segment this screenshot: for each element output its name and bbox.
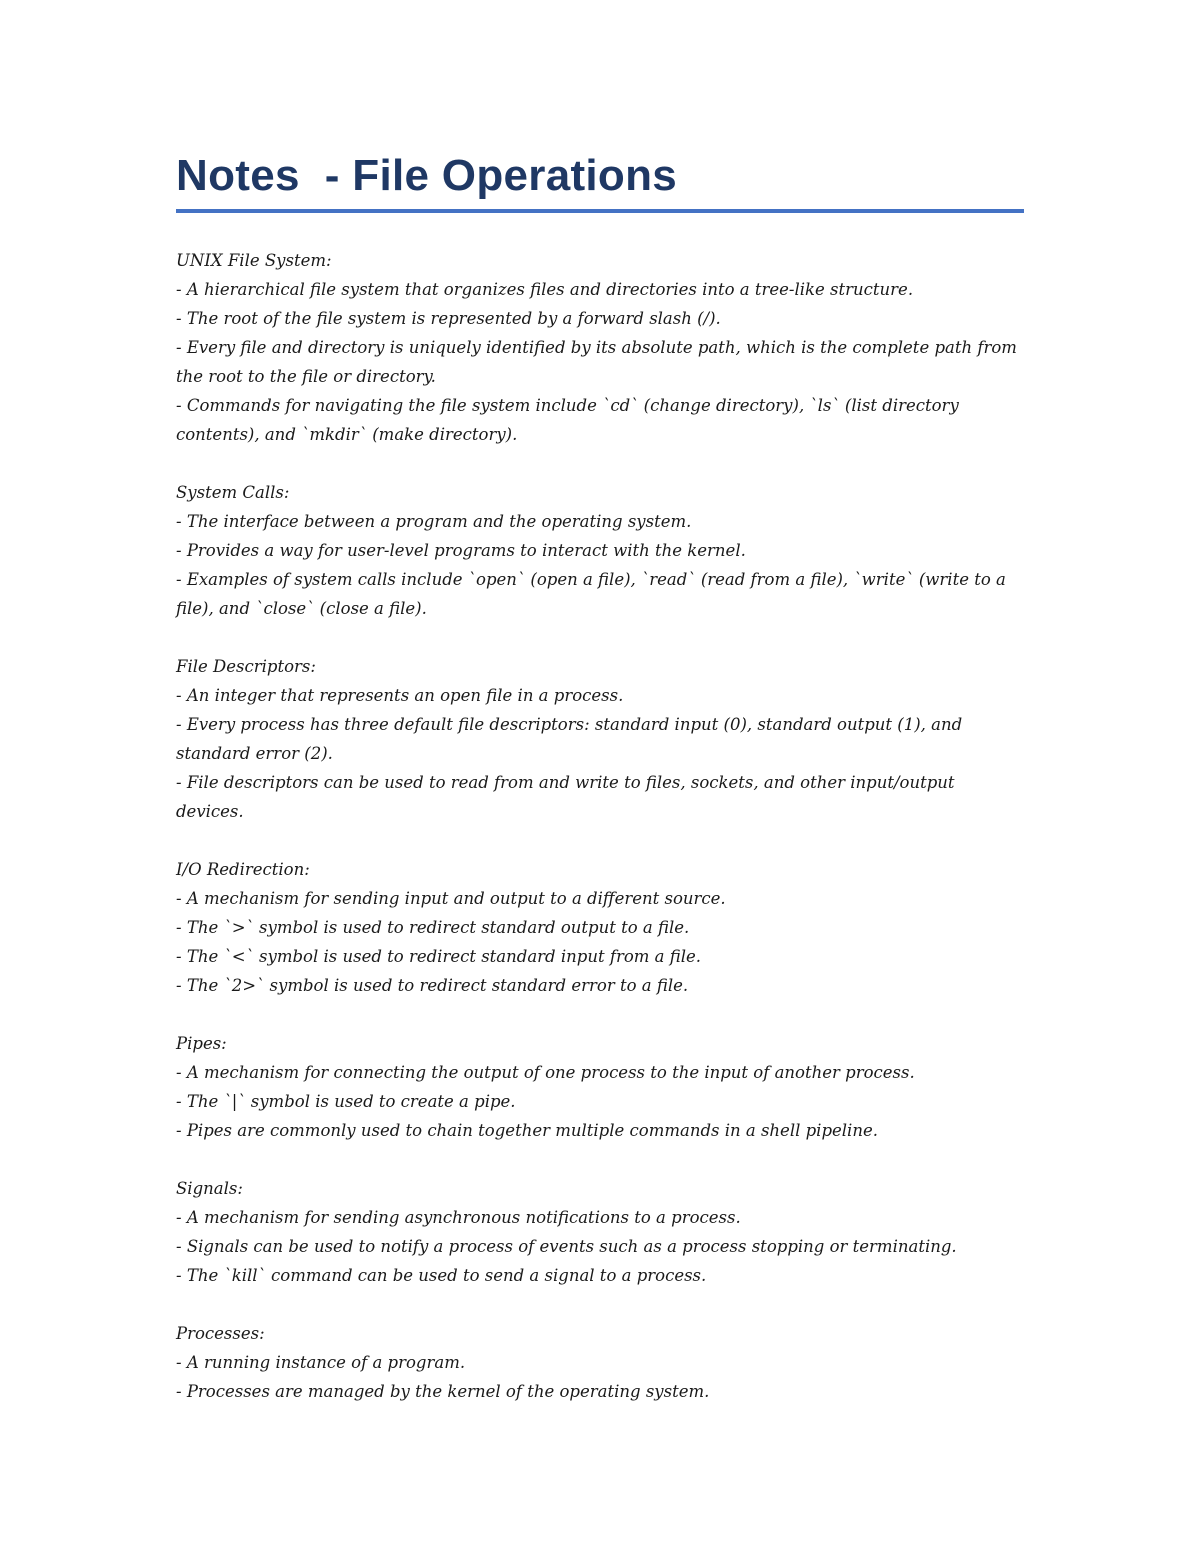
bullet-item: - File descriptors can be used to read from and write to files, sockets, and other input/output devices. (176, 773, 955, 821)
bullet-item: - Every process has three default file descriptors: standard input (0), standard output (1), and standard error (2). (176, 715, 963, 763)
bullet-item: - The `|` symbol is used to create a pipe. (176, 1092, 516, 1111)
bullet-item: - Signals can be used to notify a process of events such as a process stopping or terminating. (176, 1237, 957, 1256)
bullet-item: - Commands for navigating the file system include `cd` (change directory), `ls` (list directory contents), and `mkdir` (make directory). (176, 396, 959, 444)
section-heading: Processes: (176, 1324, 265, 1343)
bullet-item: - The `kill` command can be used to send a signal to a process. (176, 1266, 707, 1285)
notes-body (176, 246, 1024, 1406)
bullet-item: - The `>` symbol is used to redirect standard output to a file. (176, 918, 690, 937)
section-heading: File Descriptors: (176, 657, 316, 676)
bullet-item: - Processes are managed by the kernel of the operating system. (176, 1382, 710, 1401)
bullet-item: - Examples of system calls include `open` (open a file), `read` (read from a file), `write` (write to a file), and `close` (close a file). (176, 570, 1006, 618)
section-io-redirection (176, 855, 1024, 1000)
page-title: Notes - File Operations (176, 151, 678, 200)
bullet-item: - The root of the file system is represented by a forward slash (/). (176, 309, 721, 328)
section-processes (176, 1319, 1024, 1406)
bullet-item: - Every file and directory is uniquely identified by its absolute path, which is the complete path from the root to the file or directory. (176, 338, 1017, 386)
bullet-item: - A hierarchical file system that organizes files and directories into a tree-like structure. (176, 280, 914, 299)
section-pipes (176, 1029, 1024, 1145)
bullet-item: - The interface between a program and the operating system. (176, 512, 692, 531)
section-file-descriptors (176, 652, 1024, 826)
bullet-item: - A mechanism for sending input and output to a different source. (176, 889, 726, 908)
section-heading: System Calls: (176, 483, 290, 502)
bullet-item: - Pipes are commonly used to chain together multiple commands in a shell pipeline. (176, 1121, 878, 1140)
bullet-item: - A running instance of a program. (176, 1353, 466, 1372)
section-heading: UNIX File System: (176, 251, 332, 270)
bullet-item: - A mechanism for connecting the output of one process to the input of another process. (176, 1063, 915, 1082)
section-unix-file-system (176, 246, 1024, 449)
section-heading: Pipes: (176, 1034, 227, 1053)
section-signals (176, 1174, 1024, 1290)
bullet-item: - Provides a way for user-level programs to interact with the kernel. (176, 541, 746, 560)
title-underline (176, 209, 1024, 213)
bullet-item: - The `2>` symbol is used to redirect standard error to a file. (176, 976, 689, 995)
section-system-calls (176, 478, 1024, 623)
bullet-item: - The `<` symbol is used to redirect standard input from a file. (176, 947, 702, 966)
bullet-item: - A mechanism for sending asynchronous notifications to a process. (176, 1208, 741, 1227)
document-page (176, 150, 1024, 1435)
section-heading: Signals: (176, 1179, 243, 1198)
bullet-item: - An integer that represents an open file in a process. (176, 686, 624, 705)
section-heading: I/O Redirection: (176, 860, 310, 879)
